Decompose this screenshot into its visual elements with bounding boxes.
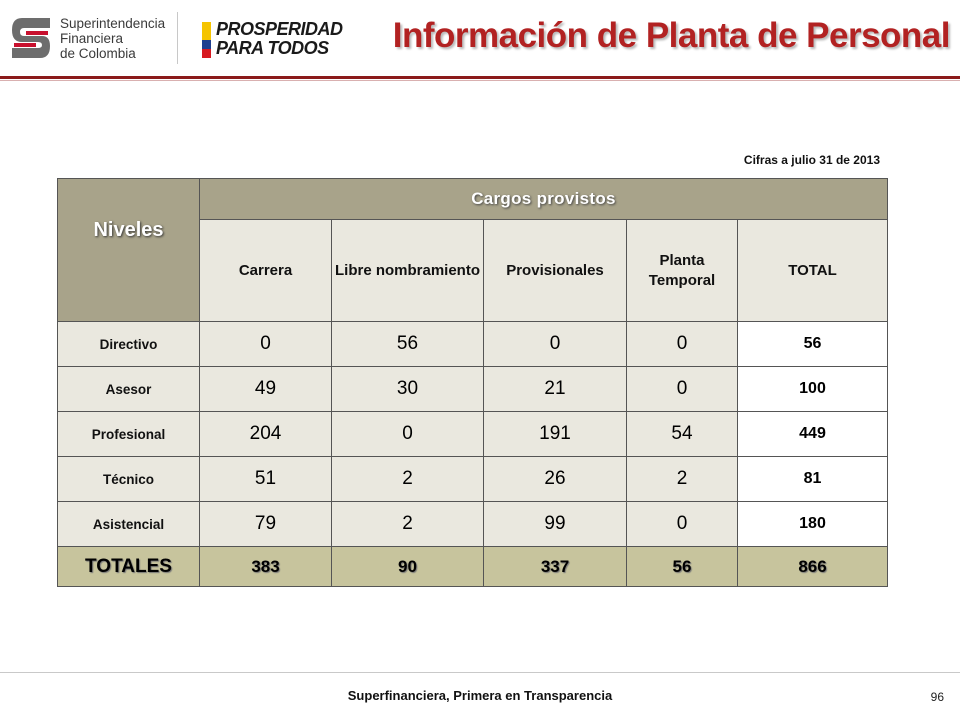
- logo-line: Superintendencia: [60, 16, 166, 31]
- cell-total: 180: [738, 502, 888, 547]
- logo-divider: [177, 12, 178, 64]
- cell-provisionales: 21: [484, 367, 627, 412]
- footer-slogan: Superfinanciera, Primera en Transparencia: [347, 688, 613, 703]
- cell-carrera: 204: [200, 412, 332, 457]
- total-planta: 56: [627, 547, 738, 587]
- row-label: Técnico: [58, 457, 200, 502]
- cell-planta: 0: [627, 322, 738, 367]
- column-header-planta-temporal: Planta Temporal: [627, 220, 738, 322]
- logo-line: de Colombia: [60, 46, 136, 61]
- niveles-header: Niveles: [58, 179, 200, 322]
- logo-line: PROSPERIDAD: [216, 19, 343, 39]
- cell-provisionales: 99: [484, 502, 627, 547]
- cell-carrera: 79: [200, 502, 332, 547]
- logo-line: Financiera: [60, 31, 124, 46]
- grand-total: 866: [738, 547, 888, 587]
- total-libre: 90: [332, 547, 484, 587]
- cell-provisionales: 191: [484, 412, 627, 457]
- cargos-provistos-header: Cargos provistos: [200, 179, 888, 220]
- staff-table: [57, 178, 888, 587]
- cell-planta: 54: [627, 412, 738, 457]
- cell-provisionales: 0: [484, 322, 627, 367]
- footer-divider: [0, 672, 960, 673]
- cell-provisionales: 26: [484, 457, 627, 502]
- cell-carrera: 0: [200, 322, 332, 367]
- table-row: [58, 412, 888, 457]
- header-divider: [0, 76, 960, 79]
- header-divider-light: [0, 80, 960, 81]
- column-header-carrera: Carrera: [200, 220, 332, 322]
- cell-libre: 2: [332, 502, 484, 547]
- prosperidad-logo-text: [216, 20, 343, 58]
- cell-total: 56: [738, 322, 888, 367]
- column-header-total: TOTAL: [738, 220, 888, 322]
- header: [0, 0, 960, 80]
- cell-total: 81: [738, 457, 888, 502]
- column-header-libre-nombramiento: Libre nombramiento: [332, 220, 484, 322]
- date-note: Cifras a julio 31 de 2013: [743, 153, 880, 167]
- row-label: Directivo: [58, 322, 200, 367]
- table-row: [58, 457, 888, 502]
- cell-total: 100: [738, 367, 888, 412]
- superfinanciera-logo: [8, 14, 176, 64]
- row-label: Asistencial: [58, 502, 200, 547]
- cell-carrera: 49: [200, 367, 332, 412]
- row-label: Profesional: [58, 412, 200, 457]
- prosperidad-logo: [202, 20, 348, 62]
- page-title: Información de Planta de Personal: [392, 16, 950, 55]
- totals-row: [58, 547, 888, 587]
- cell-libre: 0: [332, 412, 484, 457]
- cell-libre: 30: [332, 367, 484, 412]
- cell-planta: 0: [627, 367, 738, 412]
- cell-libre: 56: [332, 322, 484, 367]
- column-header-provisionales: Provisionales: [484, 220, 627, 322]
- cell-libre: 2: [332, 457, 484, 502]
- cell-carrera: 51: [200, 457, 332, 502]
- flag-icon: [202, 22, 211, 58]
- cell-planta: 0: [627, 502, 738, 547]
- table-row: [58, 322, 888, 367]
- logo-line: PARA TODOS: [216, 38, 329, 58]
- table-row: [58, 367, 888, 412]
- superfinanciera-logo-text: [60, 16, 165, 61]
- total-carrera: 383: [200, 547, 332, 587]
- cell-total: 449: [738, 412, 888, 457]
- row-label: Asesor: [58, 367, 200, 412]
- cell-planta: 2: [627, 457, 738, 502]
- table-row: [58, 502, 888, 547]
- total-provisionales: 337: [484, 547, 627, 587]
- page-number: 96: [930, 690, 944, 704]
- superfinanciera-logo-icon: [8, 14, 54, 64]
- totals-label: TOTALES: [58, 547, 200, 587]
